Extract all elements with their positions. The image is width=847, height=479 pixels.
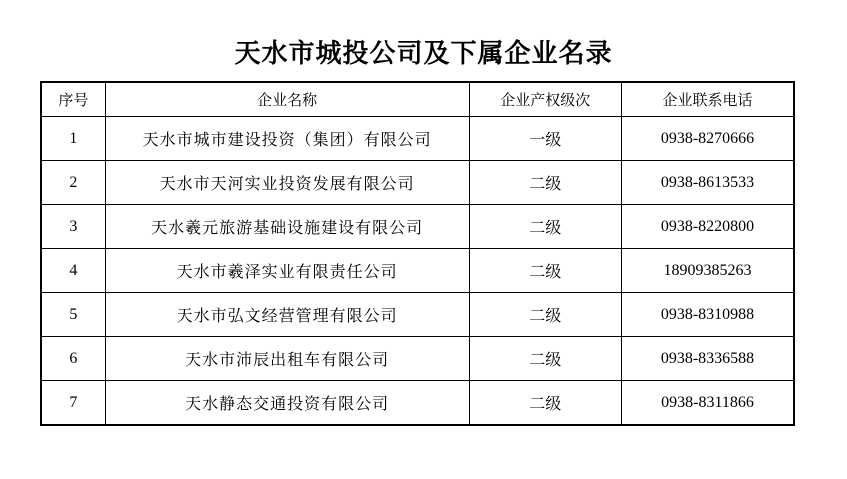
col-header-index: 序号 [41,82,105,117]
cell-phone: 0938-8311866 [622,381,795,426]
table-row [41,381,794,426]
cell-phone: 0938-8270666 [622,117,795,161]
cell-phone: 0938-8220800 [622,205,795,249]
cell-name: 天水市城市建设投资（集团）有限公司 [105,117,469,161]
cell-name: 天水静态交通投资有限公司 [105,381,469,426]
table-row [41,205,794,249]
table-body [41,117,794,426]
cell-level: 二级 [469,381,621,426]
cell-level: 二级 [469,205,621,249]
table-row [41,249,794,293]
cell-index: 7 [41,381,105,426]
cell-index: 2 [41,161,105,205]
table-row [41,161,794,205]
cell-index: 3 [41,205,105,249]
cell-phone: 0938-8613533 [622,161,795,205]
cell-name: 天水市沛辰出租车有限公司 [105,337,469,381]
col-header-name: 企业名称 [105,82,469,117]
cell-index: 5 [41,293,105,337]
enterprise-directory-table [40,81,795,426]
cell-phone: 0938-8310988 [622,293,795,337]
cell-phone: 18909385263 [622,249,795,293]
cell-level: 二级 [469,249,621,293]
table-row [41,117,794,161]
col-header-level: 企业产权级次 [469,82,621,117]
cell-level: 二级 [469,161,621,205]
header-row [41,82,794,117]
table-row [41,293,794,337]
cell-level: 一级 [469,117,621,161]
cell-phone: 0938-8336588 [622,337,795,381]
cell-index: 6 [41,337,105,381]
cell-index: 4 [41,249,105,293]
table-row [41,337,794,381]
cell-level: 二级 [469,293,621,337]
cell-index: 1 [41,117,105,161]
cell-name: 天水市弘文经营管理有限公司 [105,293,469,337]
cell-name: 天水市羲泽实业有限责任公司 [105,249,469,293]
page-title: 天水市城投公司及下属企业名录 [234,39,613,68]
cell-name: 天水市天河实业投资发展有限公司 [105,161,469,205]
cell-name: 天水羲元旅游基础设施建设有限公司 [105,205,469,249]
col-header-phone: 企业联系电话 [622,82,795,117]
cell-level: 二级 [469,337,621,381]
